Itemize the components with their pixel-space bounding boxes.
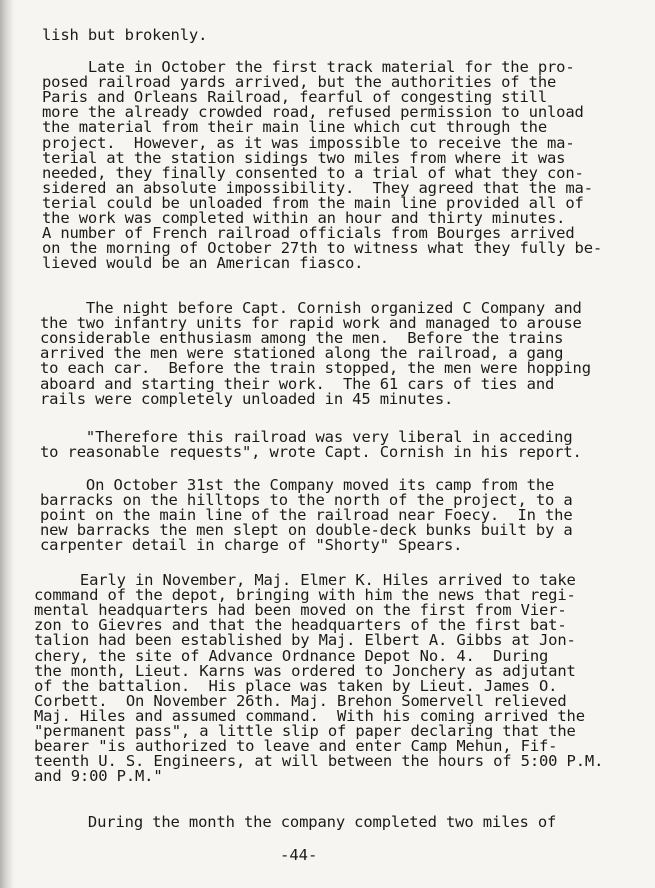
text-line: needed, they finally consented to a trial of what they con-	[42, 163, 584, 182]
text-line: point on the main line of the railroad near Foecy. In the	[40, 506, 573, 525]
text-line: talion had been established by Maj. Elbert A. Gibbs at Jon-	[34, 631, 576, 650]
text-line: The night before Capt. Cornish organized C Company and	[40, 299, 582, 317]
text-line: posed railroad yards arrived, but the authorities of the	[42, 73, 557, 92]
text-line: rails were completely unloaded in 45 minutes.	[40, 389, 454, 408]
text-line: Late in October the first track material for the pro-	[42, 58, 575, 76]
text-line: to reasonable requests", wrote Capt. Cornish in his report.	[40, 443, 582, 462]
text-line: terial could be unloaded from the main line provided all of	[42, 193, 584, 212]
text-line: and 9:00 P.M."	[34, 767, 163, 786]
text-line: to each car. Before the train stopped, the men were hopping	[40, 359, 591, 378]
text-line: considerable enthusiasm among the men. Before the trains	[40, 329, 564, 348]
text-line: A number of French railroad officials from Bourges arrived	[42, 224, 575, 243]
text-line: chery, the site of Advance Ordnance Depot No. 4. During	[34, 646, 549, 665]
text-line: project. However, as it was impossible to receive the ma-	[42, 133, 575, 152]
text-line: the work was completed within an hour and thirty minutes.	[42, 209, 566, 227]
text-line: command of the depot, bringing with him the news that regi-	[34, 586, 576, 605]
text-line: zon to Gievres and that the headquarters of the first bat-	[34, 616, 567, 635]
text-line: lish but brokenly.	[42, 26, 208, 44]
text-line: terial at the station sidings two miles from where it was	[42, 148, 566, 167]
text-line: "permanent pass", a little slip of paper declaring that the	[34, 722, 576, 740]
text-line: Maj. Hiles and assumed command. With his coming arrived the	[34, 706, 585, 725]
text-line: aboard and starting their work. The 61 cars of ties and	[40, 374, 555, 393]
text-line: Paris and Orleans Railroad, fearful of congesting still	[42, 88, 547, 107]
page-number: -44-	[280, 846, 318, 864]
text-line: lieved would be an American fiasco.	[42, 254, 364, 273]
text-line: barracks on the hilltops to the north of the project, to a	[40, 491, 573, 510]
text-line: arrived the men were stationed along the railroad, a gang	[40, 344, 564, 363]
text-line: carpenter detail in charge of "Shorty" Spears.	[40, 536, 463, 555]
text-line: new barracks the men slept on double-deck bunks built by a	[40, 521, 573, 540]
text-line: mental headquarters had been moved on the first from Vier-	[34, 601, 567, 620]
text-line: teenth U. S. Engineers, at will between the hours of 5:00 P.M.	[34, 752, 604, 771]
text-line: "Therefore this railroad was very liberal in acceding	[40, 428, 573, 446]
text-line: the two infantry units for rapid work and managed to arouse	[40, 314, 582, 333]
text-line: On October 31st the Company moved its camp from the	[40, 476, 555, 494]
text-line: of the battalion. His place was taken by Lieut. James O.	[34, 676, 558, 695]
text-line: sidered an absolute impossibility. They agreed that the ma-	[42, 178, 593, 197]
text-line: the month, Lieut. Karns was ordered to Jonchery as adjutant	[34, 661, 576, 680]
text-line: the material from their main line which cut through the	[42, 118, 547, 137]
text-line: During the month the company completed two miles of	[42, 813, 557, 831]
text-line: Early in November, Maj. Elmer K. Hiles arrived to take	[34, 571, 576, 589]
text-line: more the already crowded road, refused permission to unload	[42, 103, 584, 122]
scan-edge-shadow	[0, 0, 14, 888]
text-line: bearer "is authorized to leave and enter Camp Mehun, Fif-	[34, 737, 558, 756]
text-line: on the morning of October 27th to witness what they fully be-	[42, 239, 603, 258]
text-line: Corbett. On November 26th. Maj. Brehon Somervell relieved	[34, 691, 567, 710]
